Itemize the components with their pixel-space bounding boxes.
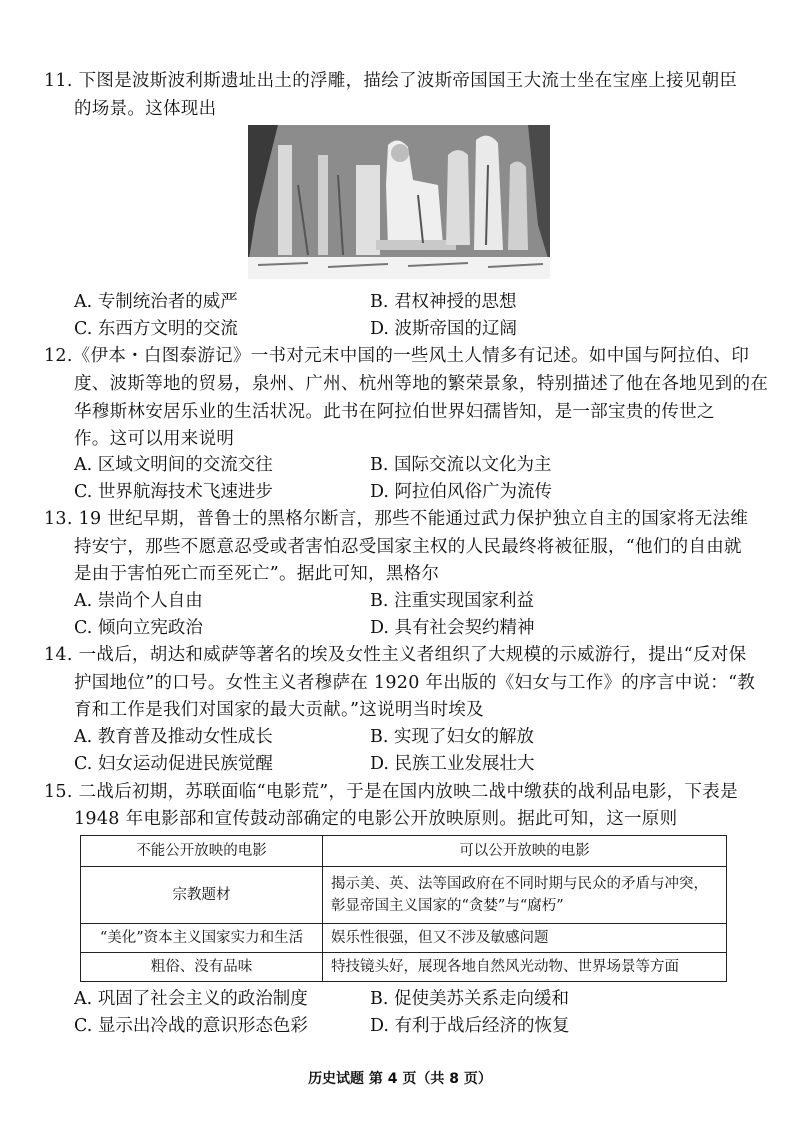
q14-line-3: 育和工作是我们对国家的最大贡献。”这说明当时埃及 [74,700,484,720]
q11-option-a: A. 专制统治者的威严 [74,292,238,312]
q12-line-2: 度、波斯等地的贸易，泉州、广州、杭州等地的繁荣景象，特别描述了他在各地见到的在 [74,374,769,394]
q11-line-2: 的场景。这体现出 [74,99,217,119]
relief-illustration [248,125,550,279]
table-cell: 揭示美、英、法等国政府在不同时期与民众的矛盾与冲突，彰显帝国主义国家的“贪婪”与“腐朽” [323,867,727,924]
table-cell: 宗教题材 [81,867,323,924]
q14-option-a: A. 教育普及推动女性成长 [74,727,273,747]
q15-line-2: 1948 年电影部和宣传鼓动部确定的电影公开放映原则。据此可知，这一原则 [74,809,678,829]
q15-option-b: B. 促使美苏关系走向缓和 [370,989,569,1009]
q12-option-b: B. 国际交流以文化为主 [370,455,552,475]
table-cell: 娱乐性很强，但又不涉及敏感问题 [323,924,727,953]
q12-option-d: D. 阿拉伯风俗广为流传 [370,482,553,502]
q12-line-3: 华穆斯林安居乐业的生活状况。此书在阿拉伯世界妇孺皆知，是一部宝贵的传世之 [74,402,715,422]
q12-line-1: 12.《伊本・白图泰游记》一书对元末中国的一些风土人情多有记述。如中国与阿拉伯、印 [44,346,750,366]
table-row [81,867,727,924]
q13-line-3: 是由于害怕死亡而至死亡”。据此可知，黑格尔 [74,564,440,584]
table-header-allowed: 可以公开放映的电影 [323,836,727,867]
q11-option-d: D. 波斯帝国的辽阔 [370,319,518,339]
table-row [81,924,727,953]
table-cell: 粗俗、没有品味 [81,953,323,982]
q13-line-2: 持安宁，那些不愿意忍受或者害怕忍受国家主权的人民最终将被征服，“他们的自由就 [74,537,742,557]
q11-option-c: C. 东西方文明的交流 [74,319,238,339]
q13-option-b: B. 注重实现国家利益 [370,591,534,611]
table-header-row [81,836,727,867]
q13-option-c: C. 倾向立宪政治 [74,618,203,638]
q13-option-a: A. 崇尚个人自由 [74,591,203,611]
q13-option-d: D. 具有社会契约精神 [370,618,535,638]
q13-line-1: 13. 19 世纪早期，普鲁士的黑格尔断言，那些不能通过武力保护独立自主的国家将无法维 [44,509,749,529]
q15-option-d: D. 有利于战后经济的恢复 [370,1016,570,1036]
q14-line-2: 护国地位”的口号。女性主义者穆萨在 1920 年出版的《妇女与工作》的序言中说：“教 [74,673,756,693]
relief-image [248,125,550,279]
q15-line-1: 15. 二战后初期，苏联面临“电影荒”，于是在国内放映二战中缴获的战利品电影，下表是 [44,782,738,802]
q14-option-c: C. 妇女运动促进民族觉醒 [74,754,273,774]
q14-option-b: B. 实现了妇女的解放 [370,727,534,747]
q12-option-c: C. 世界航海技术飞速进步 [74,482,273,502]
table-row [81,953,727,982]
q12-line-4: 作。这可以用来说明 [74,429,235,449]
table-header-banned: 不能公开放映的电影 [81,836,323,867]
q15-option-a: A. 巩固了社会主义的政治制度 [74,989,308,1009]
page-footer: 历史试题 第 4 页（共 8 页） [308,1071,492,1087]
q11-line-1: 11. 下图是波斯波利斯遗址出土的浮雕，描绘了波斯帝国国王大流士坐在宝座上接见朝臣 [44,71,738,91]
table-cell: “美化”资本主义国家实力和生活 [81,924,323,953]
q14-line-1: 14. 一战后，胡达和威萨等著名的埃及女性主义者组织了大规模的示威游行，提出“反对保 [44,645,747,665]
q15-option-c: C. 显示出冷战的意识形态色彩 [74,1016,308,1036]
q11-option-b: B. 君权神授的思想 [370,292,517,312]
table-cell: 特技镜头好，展现各地自然风光动物、世界场景等方面 [323,953,727,982]
q14-option-d: D. 民族工业发展壮大 [370,754,535,774]
film-principles-table [80,835,727,982]
q12-option-a: A. 区域文明间的交流交往 [74,455,273,475]
